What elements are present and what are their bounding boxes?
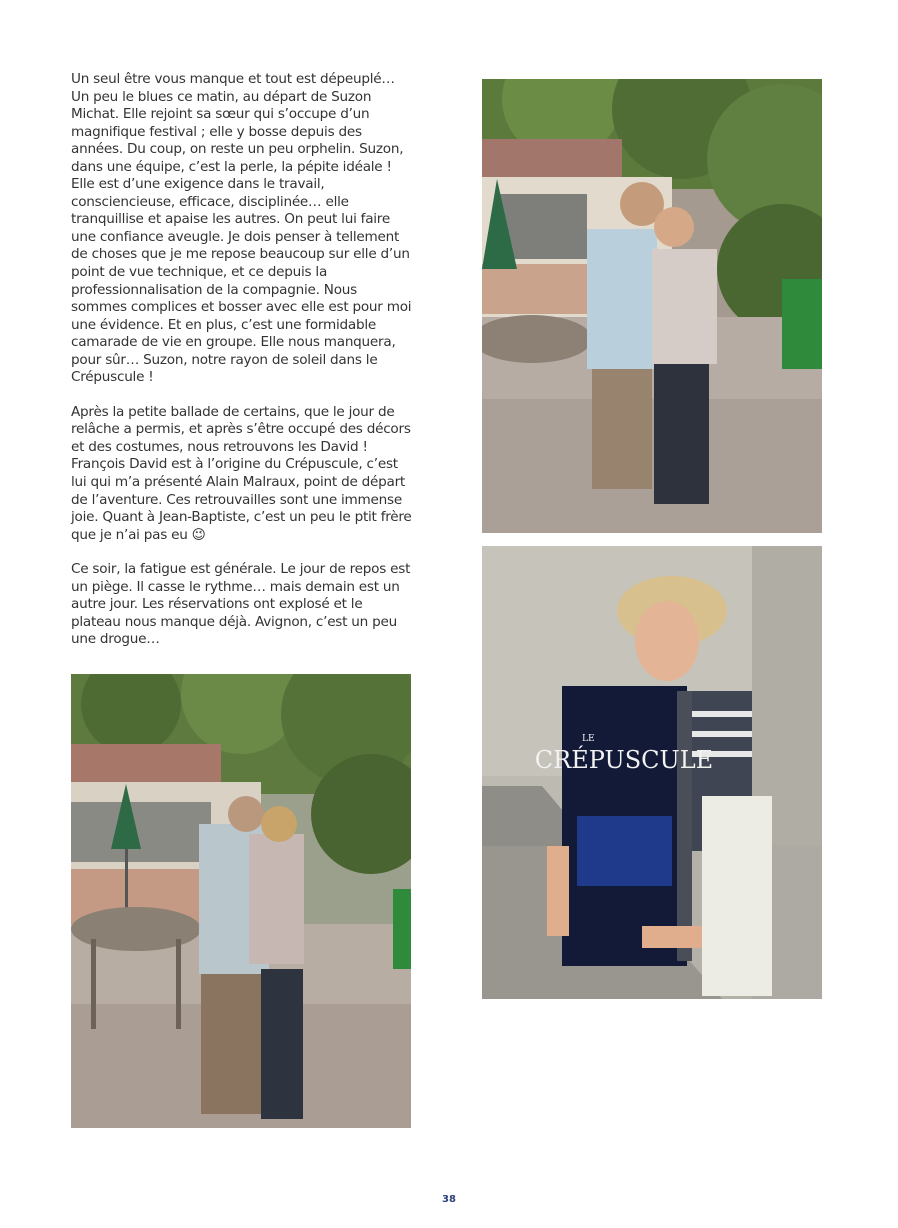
paragraph-3: Ce soir, la fatigue est générale. Le jour de repos est un piège. Il casse le rythme… mais demain est un autre jour. Les réservations ont explosé et le plateau nous manque déjà. Avignon, c’est un peu une drogue… [71, 561, 411, 648]
article-text [71, 71, 416, 666]
paragraph-2: Après la petite ballade de certains, que le jour de relâche a permis, et après s’être occupé des décors et des costumes, nous retrouvons les David ! François David est à l’origine du Crépuscule, c’est lui qui m’a présenté Alain Malraux, point de départ de l’aventure. Ces retrouvailles sont une immense joie. Quant à Jean-Baptiste, c’est un peu le ptit frère que je n’ai pas eu 😉 [71, 403, 412, 543]
paragraph-1: Un seul être vous manque et tout est dépeuplé… Un peu le blues ce matin, au départ de Suzon Michat. Elle rejoint sa sœur qui s’occupe d’un magnifique festival ; elle y bosse depuis des années. Du coup, on reste un peu orphelin. Suzon, dans une équipe, c’est la perle, la pépite idéale ! Elle est d’une exigence dans le travail, consciencieuse, efficace, disciplinée… elle tranquillise et apaise les autres. On peut lui faire une confiance aveugle. Je dois penser à tellement de choses que je me repose beaucoup sur elle d’un point de vue technique, et ce depuis la professionnalisation de la compagnie. Nous sommes complices et bosser avec elle est pour moi une évidence. Et en plus, c’est une formidable camarade de vie en groupe. Elle nous manquera, pour sûr… Suzon, notre rayon de soleil dans le Crépuscule ! [71, 71, 412, 386]
photo-poster [482, 546, 822, 999]
poster-title-prefix: LE [582, 734, 595, 744]
page-number: 38 [442, 1194, 456, 1205]
photo-hug [71, 674, 411, 1128]
poster-title: CRÉPUSCULE [534, 746, 714, 774]
photo-couple [482, 79, 822, 533]
